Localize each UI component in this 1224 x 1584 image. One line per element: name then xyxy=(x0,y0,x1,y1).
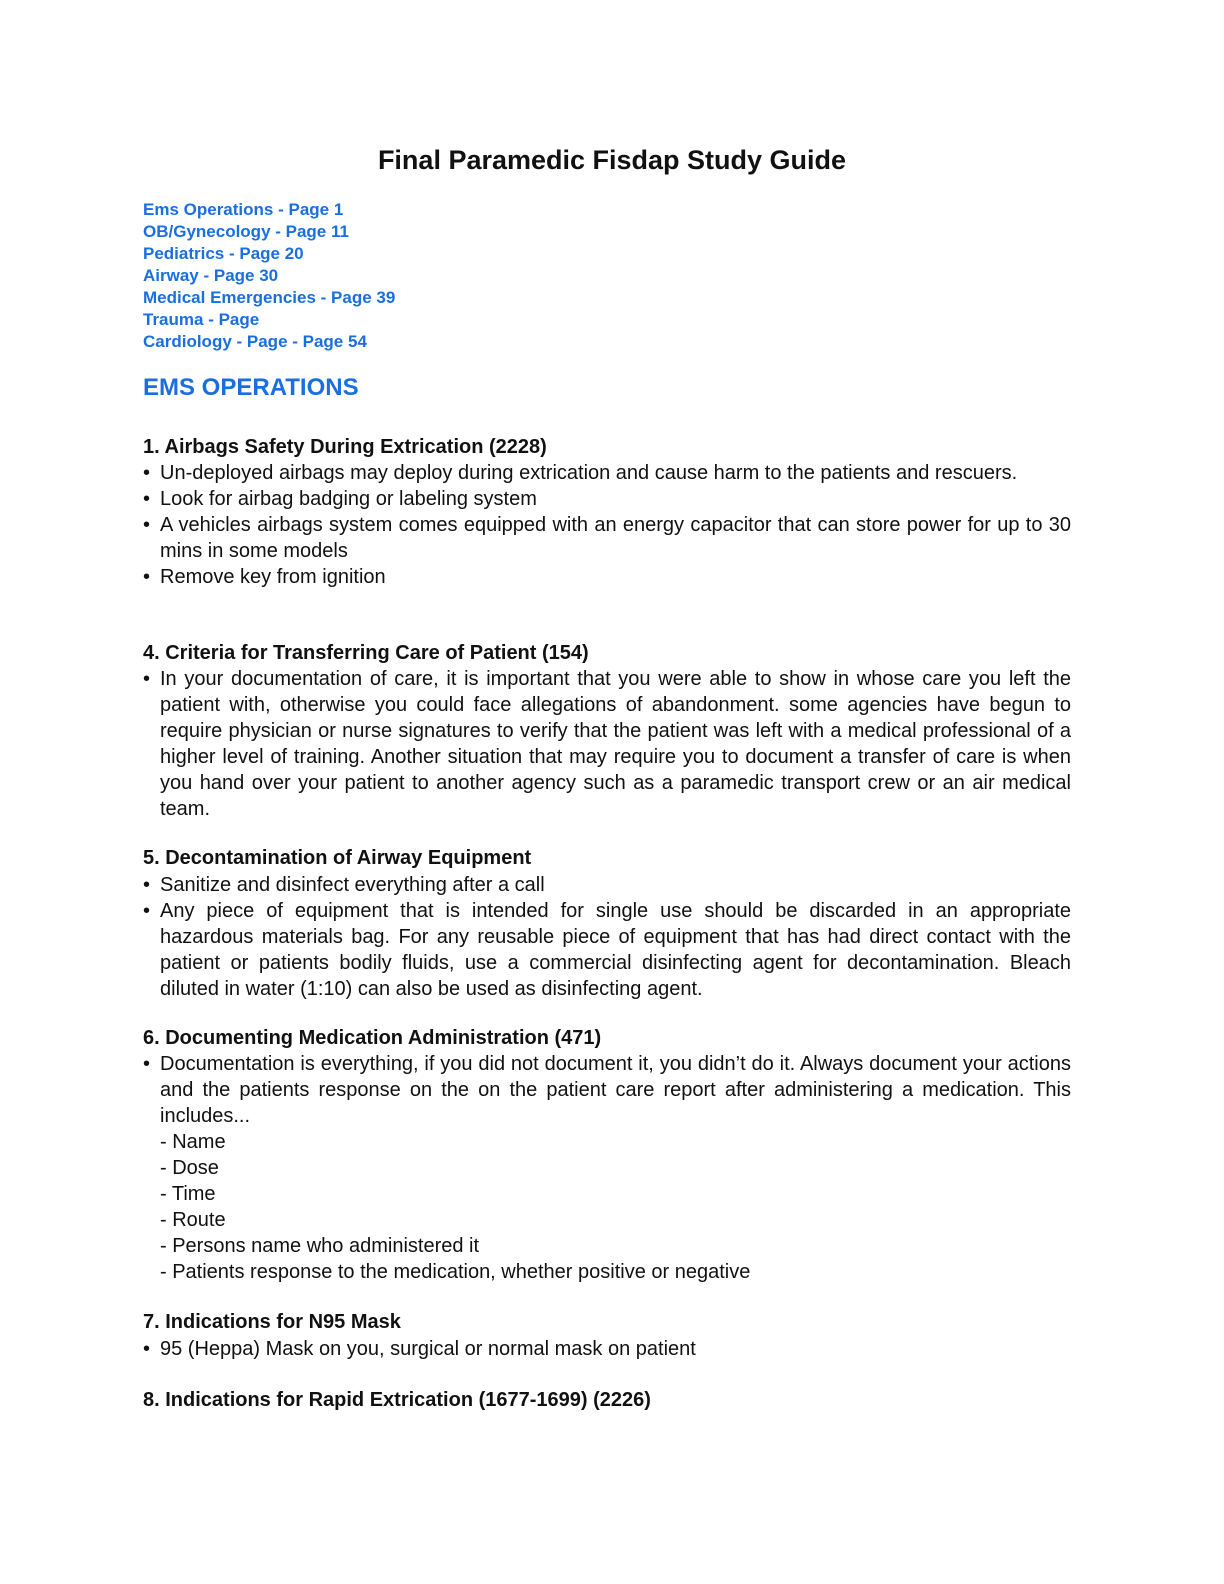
sub-list-item: - Persons name who administered it xyxy=(160,1235,480,1257)
sub-list-item: - Dose xyxy=(160,1157,219,1179)
item-heading-rapid-extrication: 8. Indications for Rapid Extrication (1677-1699) (2226) xyxy=(143,1389,651,1411)
bullet-list-n95 xyxy=(143,1336,1071,1362)
item-heading-airbags: 1. Airbags Safety During Extrication (2228) xyxy=(143,436,547,458)
item-heading-n95: 7. Indications for N95 Mask xyxy=(143,1311,401,1333)
item-heading-decontamination: 5. Decontamination of Airway Equipment xyxy=(143,847,532,869)
bullet-list-medication xyxy=(143,1051,1071,1285)
bullet-marker: • xyxy=(143,1053,151,1075)
bullet-marker: • xyxy=(143,874,151,896)
bullet-marker: • xyxy=(143,900,151,922)
table-of-contents xyxy=(143,199,743,353)
bullet-marker: • xyxy=(143,488,151,510)
list-item: • Any piece of equipment that is intended for single use should be discarded in an appropriate hazardous materials bag. For any reusable piece of equipment that has had direct contact with the patient or patients bodily fluids, use a commercial disinfecting agent for decontamination. Bleach diluted in water (1:10) can also be used as disinfecting agent. xyxy=(143,900,1071,1000)
toc-link-pediatrics[interactable]: Pediatrics - Page 20 xyxy=(143,244,304,263)
sub-list-item: - Name xyxy=(160,1131,226,1153)
toc-link-cardiology[interactable]: Cardiology - Page - Page 54 xyxy=(143,332,367,351)
toc-link-medical-emergencies[interactable]: Medical Emergencies - Page 39 xyxy=(143,288,396,307)
sub-list-item: - Patients response to the medication, whether positive or negative xyxy=(160,1261,751,1283)
toc-link-trauma[interactable]: Trauma - Page xyxy=(143,310,260,329)
bullet-marker: • xyxy=(143,462,151,484)
bullet-marker: • xyxy=(143,566,151,588)
list-item: • Look for airbag badging or labeling system xyxy=(143,488,537,510)
list-item: • 95 (Heppa) Mask on you, surgical or normal mask on patient xyxy=(143,1338,696,1360)
section-heading: EMS OPERATIONS xyxy=(143,374,359,401)
bullet-list-decontamination xyxy=(143,872,1071,1002)
toc-link-airway[interactable]: Airway - Page 30 xyxy=(143,266,279,285)
bullet-marker: • xyxy=(143,1338,151,1360)
list-item: • Documentation is everything, if you did not document it, you didn’t do it. Always document your actions and the patients response on the on the patient care report after administering a medication. This includes... - Name - Dose - Time - Route - Persons name who administered it - Patients response to the medication, whether positive or negative xyxy=(143,1053,1071,1283)
sub-list-medication-details xyxy=(160,1129,1071,1285)
bullet-list-transfer-of-care xyxy=(143,666,1071,822)
toc-link-ob-gynecology[interactable]: OB/Gynecology - Page 11 xyxy=(143,222,349,241)
item-heading-medication: 6. Documenting Medication Administration (471) xyxy=(143,1027,602,1049)
list-item: • Remove key from ignition xyxy=(143,566,386,588)
sub-list-item: - Time xyxy=(160,1183,216,1205)
bullet-list-airbags xyxy=(143,460,1071,590)
toc-link-ems-operations[interactable]: Ems Operations - Page 1 xyxy=(143,200,344,219)
item-heading-transfer-of-care: 4. Criteria for Transferring Care of Patient (154) xyxy=(143,642,589,664)
list-item: • Un-deployed airbags may deploy during extrication and cause harm to the patients and rescuers. xyxy=(143,462,1018,484)
document-title: Final Paramedic Fisdap Study Guide xyxy=(377,145,847,175)
list-item: • In your documentation of care, it is important that you were able to show in whose care you left the patient with, otherwise you could face allegations of abandonment. some agencies have begun to require physician or nurse signatures to verify that the patient was left with a medical professional of a higher level of training. Another situation that may require you to document a transfer of care is when you hand over your patient to another agency such as a paramedic transport crew or an air medical team. xyxy=(143,668,1071,820)
list-item: • A vehicles airbags system comes equipped with an energy capacitor that can store power for up to 30 mins in some models xyxy=(143,514,1071,562)
bullet-marker: • xyxy=(143,514,151,536)
sub-list-item: - Route xyxy=(160,1209,226,1231)
bullet-marker: • xyxy=(143,668,151,690)
list-item: • Sanitize and disinfect everything after a call xyxy=(143,874,545,896)
